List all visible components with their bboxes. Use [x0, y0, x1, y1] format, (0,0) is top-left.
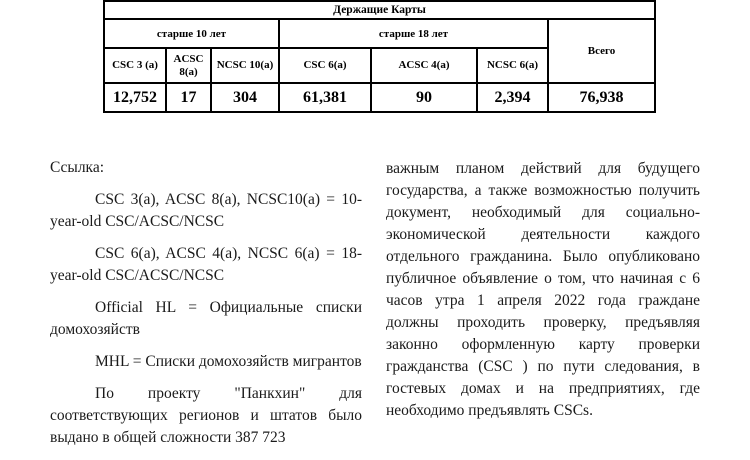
- group-header-over-18: старше 18 лет: [279, 19, 548, 48]
- column-header-csc3a: CSC 3 (a): [104, 48, 166, 83]
- column-header-ncsc10a: NCSC 10(a): [211, 48, 279, 83]
- column-header-acsc4a: ACSC 4(a): [371, 48, 477, 83]
- card-holders-table: [103, 0, 656, 113]
- table-title: Держащие Карты: [104, 1, 655, 19]
- value-acsc8a: 17: [166, 83, 211, 112]
- left-text-column: [50, 157, 362, 459]
- reference-10-year-definition: CSC 3(a), ACSC 8(a), NCSC10(a) = 10-year-old CSC/ACSC/NCSC: [50, 191, 362, 230]
- value-csc3a: 12,752: [104, 83, 166, 112]
- pankhin-project-paragraph: По проекту "Панкхин" для соответствующих регионов и штатов было выдано в общей сложности 387 723: [50, 385, 362, 446]
- value-ncsc6a: 2,394: [477, 83, 548, 112]
- reference-heading: Ссылка:: [50, 159, 105, 176]
- reference-official-hl: Official HL = Официальные списки домохозяйств: [50, 299, 362, 338]
- reference-18-year-definition: CSC 6(a), ACSC 4(a), NCSC 6(a) = 18-year-old CSC/ACSC/NCSC: [50, 245, 362, 284]
- group-header-over-10: старше 10 лет: [104, 19, 279, 48]
- column-header-ncsc6a: NCSC 6(a): [477, 48, 548, 83]
- column-header-acsc8a: ACSC 8(a): [166, 48, 211, 83]
- card-holders-table-wrapper: [103, 0, 654, 113]
- value-csc6a: 61,381: [279, 83, 371, 112]
- value-ncsc10a: 304: [211, 83, 279, 112]
- column-header-csc6a: CSC 6(a): [279, 48, 371, 83]
- value-total: 76,938: [548, 83, 655, 112]
- value-acsc4a: 90: [371, 83, 477, 112]
- right-text-column: важным планом действий для будущего государства, а также возможностью получить документ, необходимый для социально-экономической деятельности каждого отдельного гражданина. Было опубликовано публичное объявление о том, что начиная с 6 часов утра 1 апреля 2022 года граждане должны проходить проверку, предъявляя законно оформленную карту проверки гражданства (CSC ) по пути следования, в гостевых домах и на предприятиях, где необходимо предъявлять CSCs.: [386, 160, 700, 419]
- total-header: Всего: [548, 19, 655, 83]
- reference-mhl: MHL = Списки домохозяйств мигрантов: [95, 353, 362, 370]
